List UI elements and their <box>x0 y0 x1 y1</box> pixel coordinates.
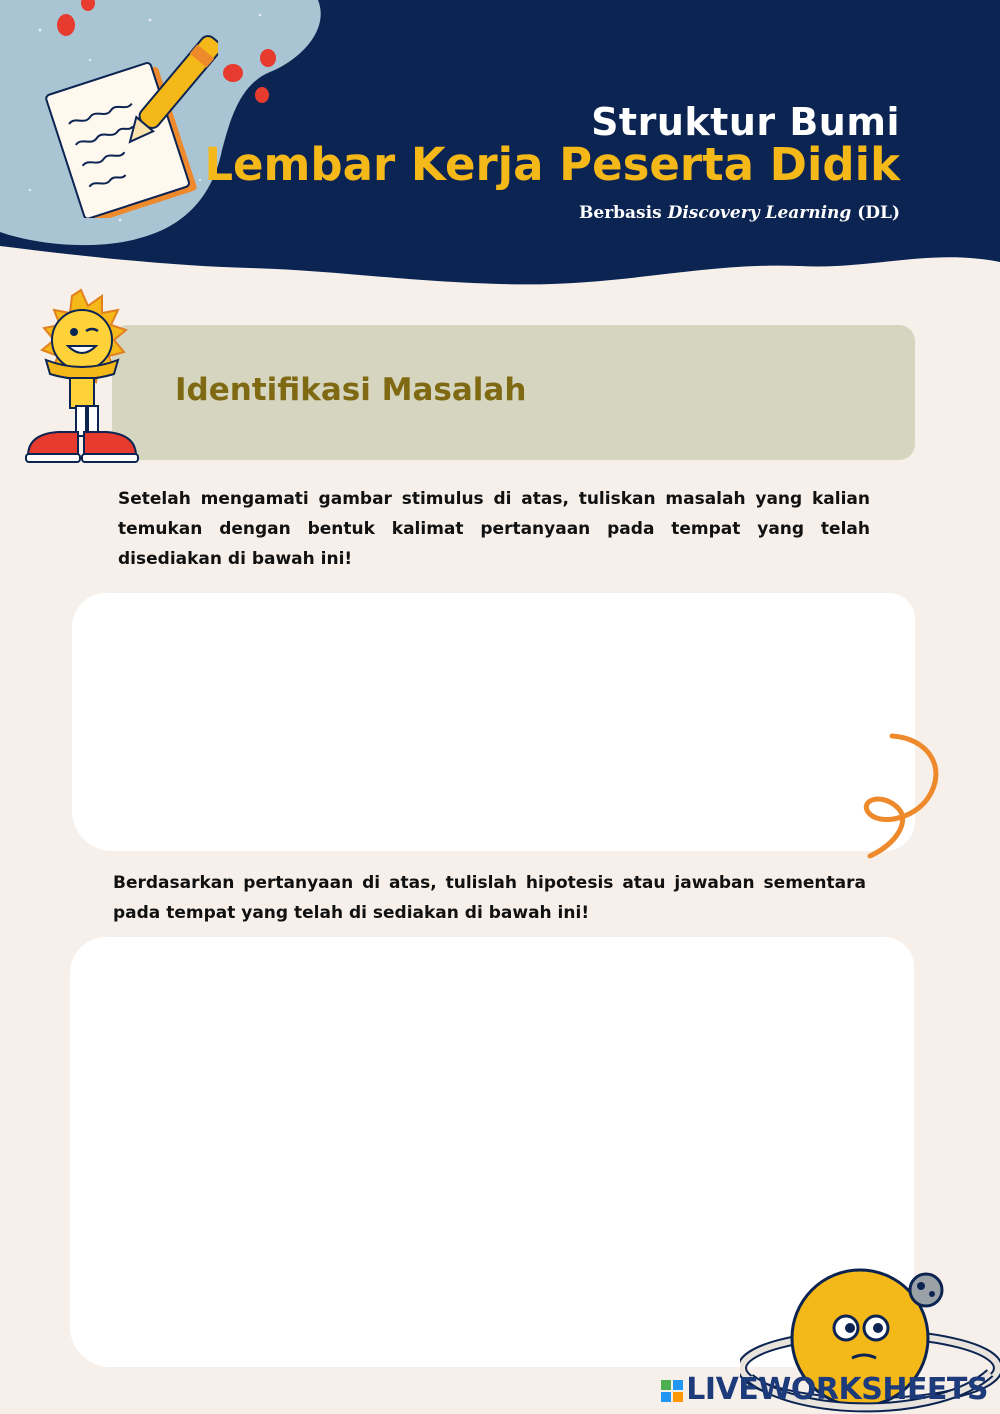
worksheet-tagline <box>579 203 900 223</box>
notebook-pen-illustration <box>28 28 218 218</box>
worksheet-title: Lembar Kerja Peserta Didik <box>204 138 900 191</box>
tagline-suffix: (DL) <box>851 203 900 223</box>
tagline-prefix: Berbasis <box>579 203 668 223</box>
worksheet-subtitle: Struktur Bumi <box>591 100 900 144</box>
liveworksheets-watermark <box>661 1372 988 1407</box>
tagline-italic: Discovery Learning <box>667 203 852 223</box>
problem-answer-field[interactable] <box>72 593 915 851</box>
instruction-problem: Setelah mengamati gambar stimulus di atas, tuliskan masalah yang kalian temukan dengan bentuk kalimat pertanyaan pada tempat yang telah disediakan di bawah ini! <box>118 489 870 569</box>
section-title: Identifikasi Masalah <box>175 372 527 408</box>
instruction-hypothesis: Berdasarkan pertanyaan di atas, tulislah hipotesis atau jawaban sementara pada tempat yang telah di sediakan di bawah ini! <box>113 873 866 923</box>
liveworksheets-logo-icon <box>661 1380 683 1402</box>
watermark-text: LIVEWORKSHEETS <box>686 1372 988 1407</box>
orange-squiggle-decoration <box>858 728 948 863</box>
sun-mascot-illustration <box>22 288 140 466</box>
